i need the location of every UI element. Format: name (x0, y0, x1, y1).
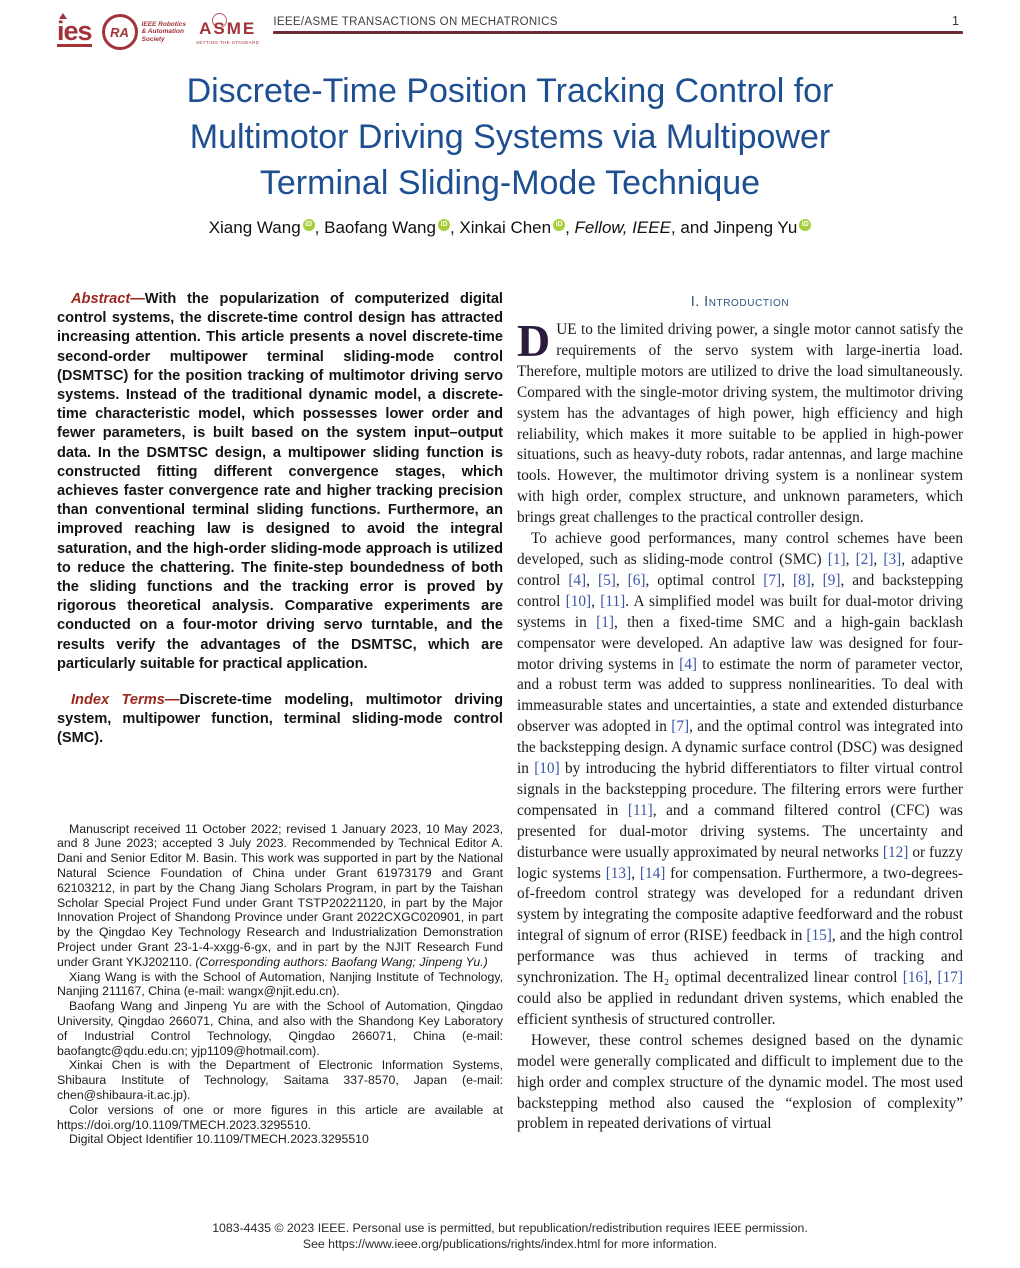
ras-logo-text: IEEE Robotics & Automation Society (141, 20, 186, 43)
index-terms-label: Index Terms— (71, 692, 180, 709)
fellow-designation: Fellow, IEEE (574, 218, 671, 237)
header-right (273, 14, 963, 34)
citation-link[interactable]: [3] (883, 550, 902, 568)
citation-link[interactable]: [4] (679, 655, 697, 673)
abstract-paragraph (57, 290, 503, 674)
citation-link[interactable]: [14] (639, 864, 666, 882)
drop-cap: D (517, 315, 551, 366)
page-number: 1 (952, 14, 959, 28)
left-column (57, 290, 503, 1198)
section-number: I. (690, 294, 700, 310)
citation-link[interactable]: [12] (882, 843, 909, 861)
author-separator: , and (670, 218, 714, 237)
orcid-icon[interactable]: iD (438, 219, 450, 231)
asme-logo-text: ASME (199, 19, 256, 39)
citation-link[interactable]: [7] (671, 718, 690, 736)
paper-title (60, 68, 960, 206)
citation-link[interactable]: [15] (806, 927, 832, 945)
orcid-icon[interactable]: iD (553, 219, 565, 231)
author-line (60, 218, 960, 238)
author-name: Xinkai Chen (459, 218, 552, 237)
rights-url-line: See https://www.ieee.org/publications/rights/index.html for more information. (302, 1236, 718, 1251)
title-line-3: Terminal Sliding-Mode Technique (259, 164, 761, 202)
affiliation-note: Xinkai Chen is with the Department of Electronic Information Systems, Shibaura Institute of Technology, Saitama 337-8570, Japan (e-mail: chen@shibaura-it.ac.jp). (57, 1058, 503, 1103)
copyright-line: 1083-4435 © 2023 IEEE. Personal use is permitted, but republication/redistribution requires IEEE permission. (212, 1221, 808, 1235)
asme-logo-icon (196, 19, 259, 45)
citation-link[interactable]: [1] (827, 550, 846, 568)
citation-link[interactable]: [4] (568, 571, 587, 589)
journal-name: IEEE/ASME TRANSACTIONS ON MECHATRONICS (273, 16, 558, 28)
abstract-text: With the popularization of computerized digital control systems, the discrete-time control design has attracted increasing attention. This article presents a novel discrete-time second-order multipower terminal sliding-mode control (DSMTSC) for the position tracking of multimotor driving servo systems. Instead of the traditional dynamic model, a discrete-time characteristic model, which possesses lower order and fewer parameters, is built based on the system input–output data. In the DSMTSC design, a multipower sliding function is constructed fitting different convergence stages, which achieves faster convergence rate and higher tracking precision than conventional terminal sliding functions. Furthermore, an improved reaching law is designed to avoid the integral saturation, and the high-order sliding-mode approach is utilized to reduce the chattering. The finite-step boundedness of both the sliding functions and the tracking error is proved by rigorous theoretical analysis. Comparative experiments are conducted on a four-motor driving servo turntable, and the results verify the advantages of the DSMTSC, which are particularly suitable for practical application. (57, 291, 503, 672)
page-header (57, 14, 963, 50)
copyright-footer (0, 1221, 1020, 1252)
citation-link[interactable]: [1] (596, 613, 614, 631)
author-name: Jinpeng Yu (713, 218, 798, 237)
intro-paragraph: To achieve good performances, many control schemes have been developed, such as sliding-mode control (SMC) [1], [2], [3], adaptive control [4], [5], [6], optimal control [7], [8], [9], and backstepping control [10], [11]. A simplified model was built for dual-motor driving systems in [1], then a fixed-time SMC and a high-gain backlash compensator were developed. An adaptive law was designed for four-motor driving systems in [4] to estimate the norm of parameter vector, and a robust term was added to suppress nonlinearities. To deal with immeasurable states and uncertainties, a state and extended disturbance observer was adopted in [7], and the optimal control was integrated into the backstepping design. A dynamic surface control (DSC) was designed in [10] by introducing the hybrid differentiators to filter virtual control signals in the backstepping procedure. The filtering errors were further compensated in [11], and a command filtered control (CFC) was presented for dual-motor driving systems. The uncertainty and disturbance were usually approximated by neural networks [12] or fuzzy logic systems [13], [14] for compensation. Furthermore, a two-degrees-of-freedom control strategy was developed for a redundant driven system by integrating the composite adaptive feedforward and the robust integral of signum of error (RISE) feedback in [15], and the high control performance was thus achieved in terms of tracking and synchronization. The H₂ optimal decentralized linear control [16], [17] could also be applied in redundant driven systems, which enabled the efficient synthesis of structured controller. (517, 530, 963, 1028)
orcid-icon[interactable]: iD (303, 219, 315, 231)
section-heading-introduction (517, 294, 963, 310)
abstract-label: Abstract— (71, 291, 145, 307)
right-column (517, 290, 963, 1198)
citation-link[interactable]: [11] (600, 592, 626, 610)
author-name: Xiang Wang (208, 218, 301, 237)
color-versions-note: Color versions of one or more figures in this article are available at https://doi.org/10.1109/TMECH.2023.3295510. (57, 1102, 503, 1132)
citation-link[interactable]: [16] (902, 969, 929, 987)
asme-caption: SETTING THE STANDARD (195, 40, 260, 45)
manuscript-history: Manuscript received 11 October 2022; revised 1 January 2023, 10 May 2023, and 8 June 2023; accepted 3 July 2023. Recommended by Technical Editor A. Dani and Senior Editor M. Basin. This work was supported in part by the National Natural Science Foundation of China under Grant 61973179 and Grant 62103212, in part by the Chang Jiang Scholars Program, in part by the Taishan Scholar Special Project Fund under Grant TSTP20221120, in part by the Major Innovation Project of Shandong Province under Grant 2022CXGC020901, in part by the Qingdao Key Technology Research and Industrialization Demonstration Project under Grant 23-1-4-xxgg-6-gx, and in part by the NJIT Research Fund under Grant YKJ202110. (Corresponding authors: Baofang Wang; Jinpeng Yu.) (57, 821, 503, 969)
citation-link[interactable]: [13] (605, 864, 632, 882)
ies-society-icon (57, 15, 92, 47)
affiliation-note: Baofang Wang and Jinpeng Yu are with the School of Automation, Qingdao University, Qingdao 266071, China, and also with the Shandong Key Laboratory of Industrial Control Technology, Qingdao 266071, China (e-mail: baofangtc@qdu.edu.cn; yjp1109@hotmail.com). (57, 999, 503, 1058)
citation-link[interactable]: [17] (937, 969, 963, 987)
citation-link[interactable]: [7] (763, 571, 782, 589)
ras-society-icon (102, 14, 186, 50)
author-separator: , (565, 218, 575, 237)
intro-paragraph-text: UE to the limited driving power, a single motor cannot satisfy the requirements of the servo system with large-inertia load. Therefore, multiple motors are utilized to drive the load simultaneously. Compared with the single-motor driving system, the multimotor driving system has the advantages of high power, high efficiency and high reliability, which makes it more suitable to be applied in high-power situations, such as heavy-duty robots, radar antennas, and large machine tools. However, the multimotor driving system is a nonlinear system with high order, complex structure, and unknown parameters, which brings great challenges to the practical controller design. (517, 321, 963, 527)
citation-link[interactable]: [10] (534, 760, 560, 778)
intro-paragraph (517, 315, 963, 529)
citation-link[interactable]: [6] (627, 571, 646, 589)
intro-paragraph: However, these control schemes designed based on the dynamic model were generally complicated and difficult to implement due to the high order and complex structure of the dynamic model. The most used backstepping method also caused the “explosion of complexity” problem in repeated derivations of virtual (517, 1031, 963, 1133)
corresponding-authors-note: (Corresponding authors: Baofang Wang; Jinpeng Yu.) (195, 954, 488, 969)
ies-logo-text: ies (57, 15, 92, 46)
publisher-logos (57, 14, 259, 50)
title-line-2: Multimotor Driving Systems via Multipower (189, 118, 831, 156)
two-column-body (57, 290, 963, 1198)
ies-flame-icon (59, 13, 67, 19)
title-line-1: Discrete-Time Position Tracking Control for (186, 72, 834, 110)
citation-link[interactable]: [9] (822, 571, 841, 589)
asme-globe-icon (212, 13, 227, 28)
citation-link[interactable]: [5] (597, 571, 616, 589)
citation-link[interactable]: [2] (855, 550, 874, 568)
ras-monogram-icon: RA (102, 14, 138, 50)
citation-link[interactable]: [10] (565, 592, 592, 610)
doi-note: Digital Object Identifier 10.1109/TMECH.2023.3295510 (69, 1132, 369, 1147)
index-terms-paragraph (57, 691, 503, 749)
author-separator: , (449, 218, 460, 237)
header-rule (273, 31, 963, 34)
section-title: Introduction (704, 294, 790, 310)
orcid-icon[interactable]: iD (799, 219, 811, 231)
citation-link[interactable]: [8] (792, 571, 811, 589)
first-page-footnotes (57, 822, 503, 1148)
author-separator: , (314, 218, 325, 237)
index-terms-text: Discrete-time modeling, multimotor driving system, multipower function, terminal sliding-mode control (SMC). (57, 692, 503, 747)
affiliation-note: Xiang Wang is with the School of Automation, Nanjing Institute of Technology, Nanjing 211167, China (e-mail: wangx@njit.edu.cn). (57, 969, 503, 999)
author-name: Baofang Wang (324, 218, 436, 237)
citation-link[interactable]: [11] (627, 801, 653, 819)
